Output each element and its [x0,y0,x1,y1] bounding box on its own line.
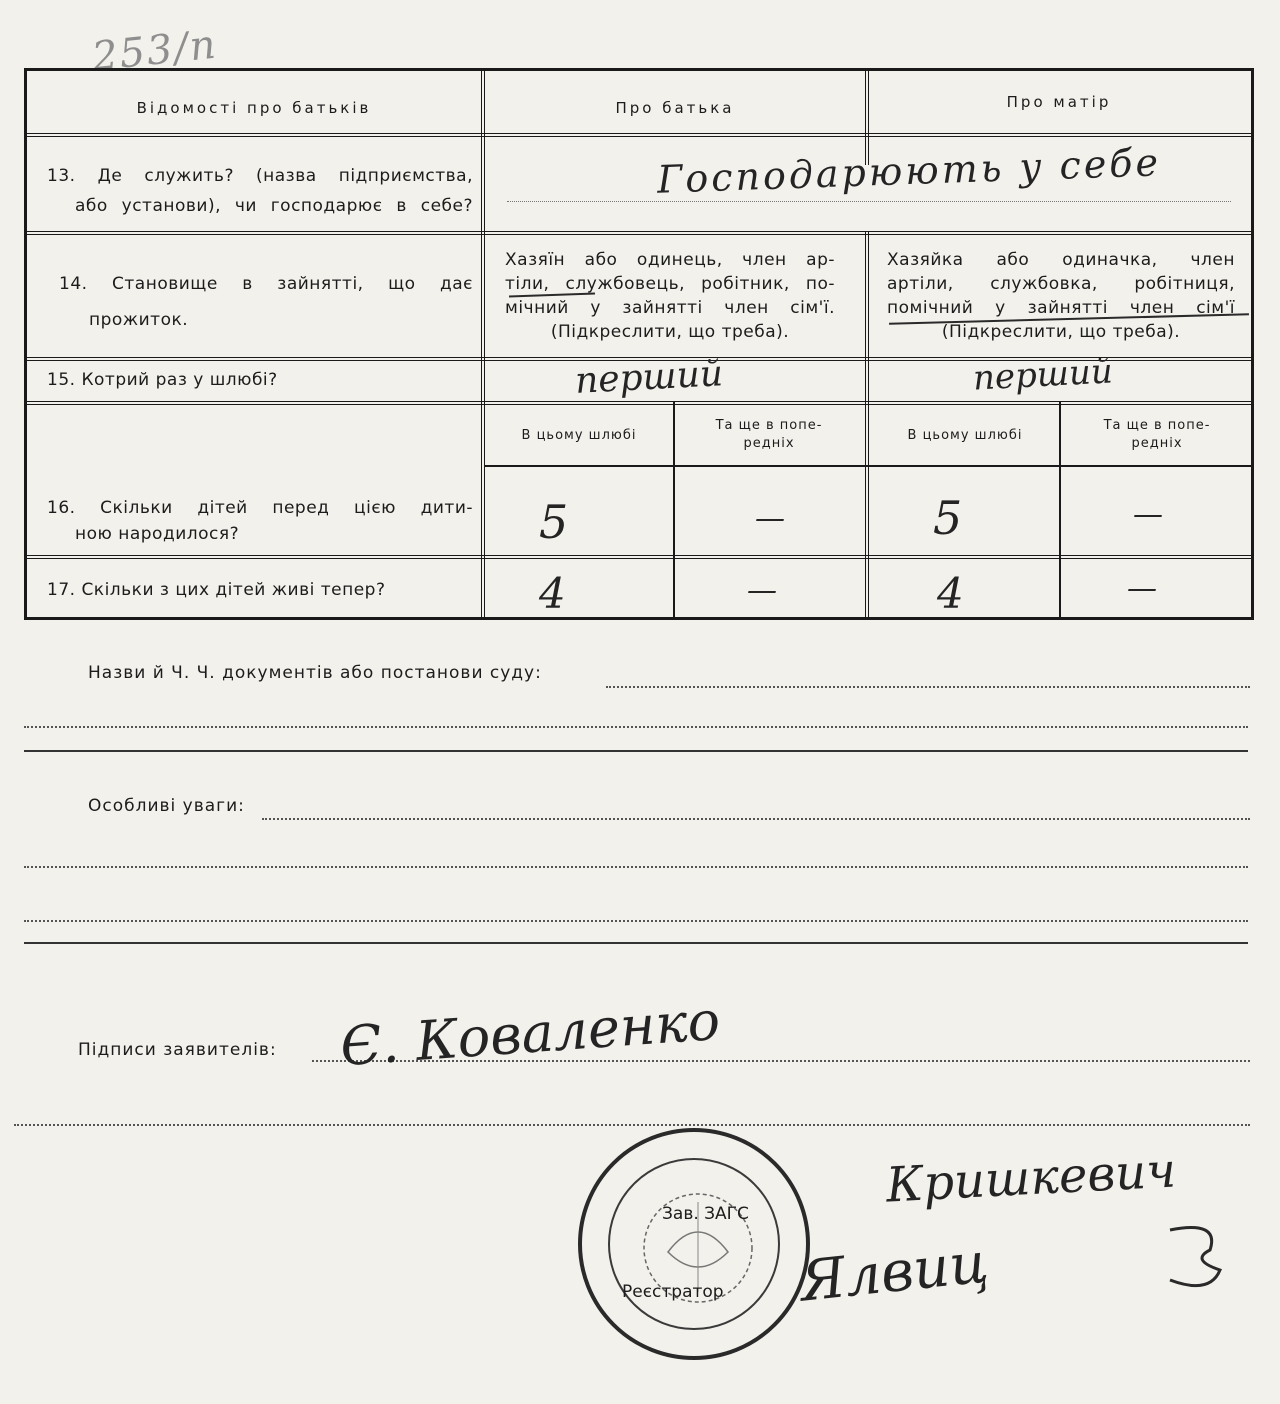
notes-label: Особливі уваги: [88,796,245,816]
documents-solid-line [24,750,1248,752]
notes-fill-line-3 [24,920,1248,922]
notes-solid-line [24,942,1248,944]
notes-fill-line-2 [24,866,1248,868]
row16-father-current: 5 [539,495,569,549]
row14-mother-line3: помічний у зайнятті член сім'ї [887,298,1235,318]
head-signature: Кришкевич [884,1142,1178,1214]
row17-father-current: 4 [539,569,566,618]
stamp-emblem-icon [582,1132,814,1364]
documents-label: Назви й Ч. Ч. документів або постанови суду: [88,663,542,683]
row17-mother-previous: — [1127,571,1157,606]
row14-father-line1: Хазяїн або одинець, член ар- [505,250,835,270]
subheader-father-previous-line2: редніх [743,436,795,451]
row13-handwritten-answer: Господарюють у себе [656,140,1162,202]
row17-mother-current: 4 [937,569,964,618]
row16-father-previous: — [755,501,785,536]
archive-pencil-note: 253/п [89,21,220,81]
row17-father-previous: — [747,573,777,608]
row13-dotted-rule [507,201,1231,202]
row16-question-line2: ною народилося? [75,524,240,544]
row13-question-line1: 13. Де служить? (назва підприємства, [47,166,473,186]
col-divider-2b [865,231,869,617]
col-divider-f [673,401,675,617]
row15-rule [27,401,1251,405]
row14-question-line1: 14. Становище в зайнятті, що дає [59,274,473,294]
subheader-mother-current: В цьому шлюбі [907,428,1023,443]
registry-office-stamp [578,1128,810,1360]
row14-father-line2: тіли, службовець, робітник, по- [505,274,835,294]
parents-info-table [24,68,1254,620]
row14-father-line4: (Підкреслити, що треба). [550,322,790,342]
signatures-label: Підписи заявителів: [78,1040,277,1060]
header-father-cell: Про батька [615,99,735,117]
applicant-signature: Є. Коваленко [338,988,722,1079]
subheader-father-current: В цьому шлюбі [521,428,637,443]
header-rule [27,133,1251,137]
row16-rule [27,555,1251,559]
subheader-mother-previous-line1: Та ще в попе- [1103,418,1211,433]
row16-mother-current: 5 [933,491,963,545]
stamp-head-label: Зав. ЗАГС [662,1204,749,1224]
row15-question: 15. Котрий раз у шлюбі? [47,370,278,390]
row15-mother-answer: перший [972,351,1114,399]
row17-question: 17. Скільки з цих дітей живі тепер? [47,580,386,600]
row16-question-line1: 16. Скільки дітей перед цією дити- [47,498,473,518]
row13-rule [27,231,1251,235]
row14-question-line2: прожиток. [89,310,189,330]
col-divider-m [1059,401,1061,617]
documents-fill-line [606,686,1250,688]
col-divider-1 [481,71,485,617]
subheader-mother-previous-line2: редніх [1131,436,1183,451]
flourish-icon [1150,1210,1240,1300]
stamp-registrar-label: Реєстратор [622,1282,724,1302]
subheader-father-previous-line1: Та ще в попе- [715,418,823,433]
documents-fill-line-2 [24,726,1248,728]
header-mother-cell: Про матір [1006,93,1112,111]
row15-father-answer: перший [574,353,724,402]
row13-question-line2: або установи), чи господарює в себе? [75,196,473,216]
row16-mother-previous: — [1133,497,1163,532]
header-info-cell: Відомості про батьків [136,99,372,117]
row14-mother-line4: (Підкреслити, що треба). [941,322,1181,342]
notes-fill-line [262,818,1250,820]
row14-mother-line2: артіли, службовка, робітниця, [887,274,1235,294]
registrar-signature: Ялвиц [797,1230,992,1315]
row14-mother-line1: Хазяйка або одиначка, член [887,250,1235,270]
row14-father-line3: мічний у зайнятті член сім'ї. [505,298,835,318]
signatures-fill-line-2 [14,1124,1250,1126]
